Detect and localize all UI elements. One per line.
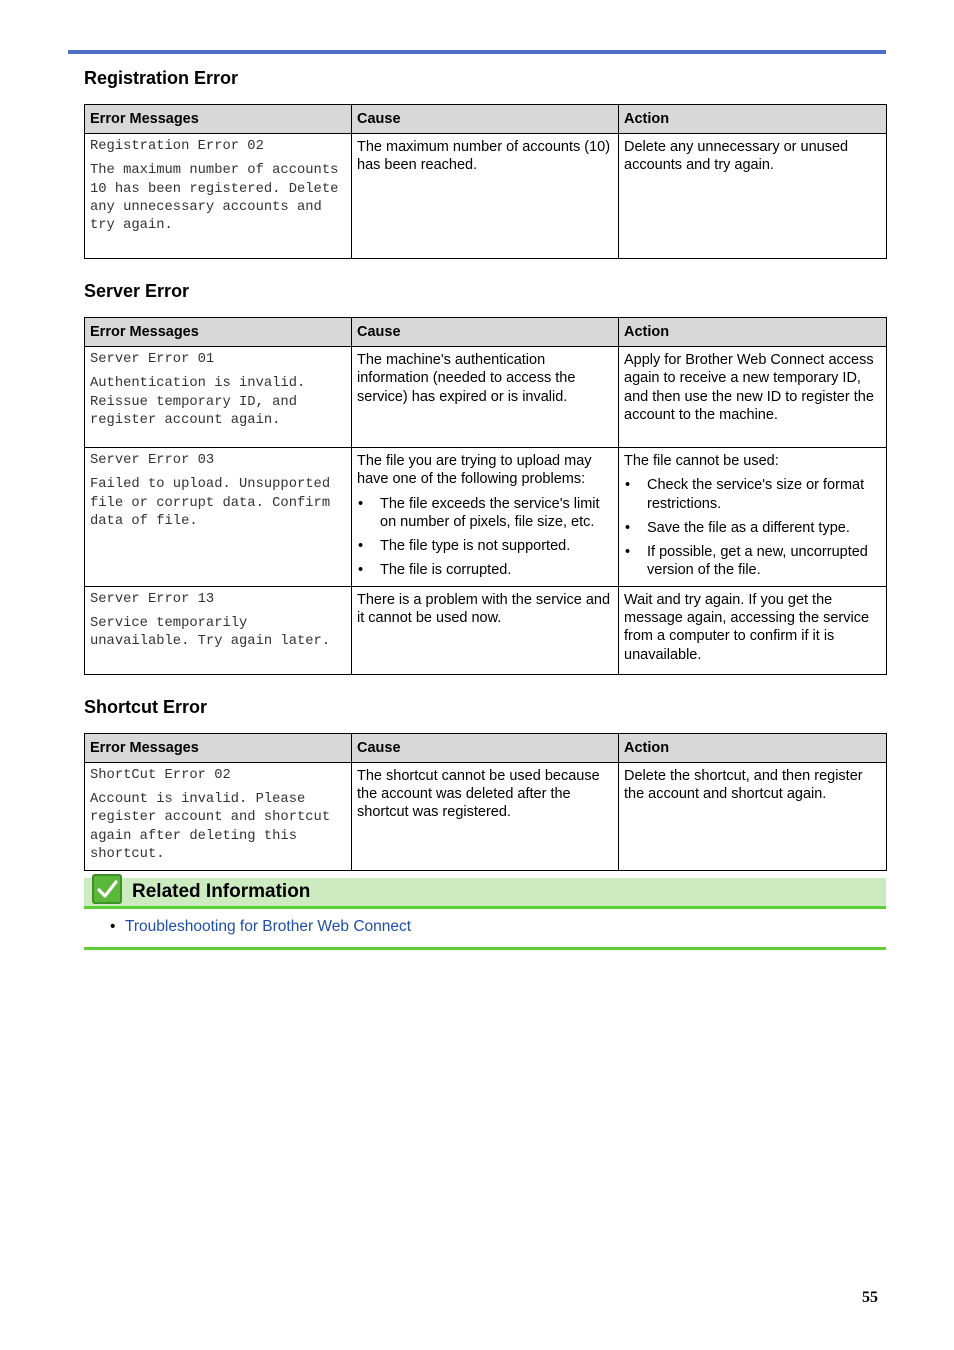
cause-cell: The maximum number of accounts (10) has been reached.: [352, 134, 619, 259]
error-message: The maximum number of accounts 10 has been registered. Delete any unnecessary accounts and try again.: [90, 163, 339, 234]
error-code: Server Error 13: [90, 591, 215, 607]
cause-cell: [352, 448, 619, 587]
header-cause: Cause: [352, 733, 619, 762]
section-title-registration-error: Registration Error: [84, 68, 239, 88]
table-header-row: [85, 733, 887, 762]
table-row: [85, 762, 887, 870]
related-links-list: [84, 909, 886, 950]
header-action: Action: [619, 105, 887, 134]
cause-intro: The file you are trying to upload may have one of the following problems:: [357, 453, 592, 488]
table-header-row: [85, 105, 887, 134]
action-cell: Delete any unnecessary or unused accounts and try again.: [619, 134, 887, 259]
table-row: [85, 586, 887, 674]
table-header-row: [85, 318, 887, 347]
error-code: Registration Error 02: [90, 139, 264, 154]
related-information-title: Related Information: [132, 881, 311, 902]
registration-error-table: [84, 104, 887, 259]
list-item: • The file exceeds the service's limit on number of pixels, file size, etc.: [357, 495, 613, 532]
header-cause: Cause: [352, 318, 619, 347]
error-message-cell: [85, 448, 352, 587]
error-message-cell: [85, 347, 352, 448]
action-cell: [619, 448, 887, 587]
cause-cell: The machine's authentication information (needed to access the service) has expired or is invalid.: [352, 347, 619, 448]
cause-list: [357, 495, 613, 580]
list-item: • Save the file as a different type.: [624, 519, 881, 537]
error-message: Authentication is invalid. Reissue temporary ID, and register account again.: [90, 376, 306, 428]
related-information-header: [84, 878, 886, 909]
header-action: Action: [619, 733, 887, 762]
table-row: [85, 448, 887, 587]
cause-cell: There is a problem with the service and it cannot be used now.: [352, 586, 619, 674]
action-cell: Wait and try again. If you get the message again, accessing the service from a computer to confirm if it is unavailable.: [619, 586, 887, 674]
server-error-table: [84, 317, 887, 675]
header-error-messages: Error Messages: [85, 105, 352, 134]
list-item: • The file type is not supported.: [357, 537, 613, 555]
action-intro: The file cannot be used:: [624, 453, 779, 469]
action-list: [624, 476, 881, 579]
error-code: Server Error 03: [90, 453, 215, 468]
error-message: Failed to upload. Unsupported file or corrupt data. Confirm data of file.: [90, 477, 331, 529]
error-message-cell: [85, 586, 352, 674]
checkmark-icon: [92, 874, 122, 904]
table-row: [85, 347, 887, 448]
cause-cell: The shortcut cannot be used because the account was deleted after the shortcut was registered.: [352, 762, 619, 870]
header-cause: Cause: [352, 105, 619, 134]
error-code: ShortCut Error 02: [90, 767, 231, 783]
related-information: [84, 878, 886, 950]
list-item: • If possible, get a new, uncorrupted version of the file.: [624, 543, 881, 580]
top-rule: [68, 50, 886, 54]
page-number: 55: [862, 1289, 878, 1306]
list-item: [110, 917, 886, 937]
action-cell: Delete the shortcut, and then register the account and shortcut again.: [619, 762, 887, 870]
list-item: • Check the service's size or format restrictions.: [624, 476, 881, 513]
link-troubleshooting-brother-web-connect[interactable]: Troubleshooting for Brother Web Connect: [125, 918, 412, 935]
header-error-messages: Error Messages: [85, 733, 352, 762]
header-error-messages: Error Messages: [85, 318, 352, 347]
header-action: Action: [619, 318, 887, 347]
list-item: • The file is corrupted.: [357, 561, 613, 579]
error-message-cell: [85, 134, 352, 259]
error-message-cell: [85, 762, 352, 870]
document-content: [84, 66, 886, 891]
error-message: Account is invalid. Please register account and shortcut again after deleting this shortcut.: [90, 792, 331, 862]
shortcut-error-table: [84, 733, 887, 871]
section-title-shortcut-error: Shortcut Error: [84, 696, 208, 717]
error-message: Service temporarily unavailable. Try again later.: [90, 616, 331, 650]
error-code: Server Error 01: [90, 352, 215, 367]
section-title-server-error: Server Error: [84, 281, 190, 301]
action-cell: Apply for Brother Web Connect access again to receive a new temporary ID, and then use the new ID to register the account to the machine.: [619, 347, 887, 448]
table-row: [85, 134, 887, 259]
